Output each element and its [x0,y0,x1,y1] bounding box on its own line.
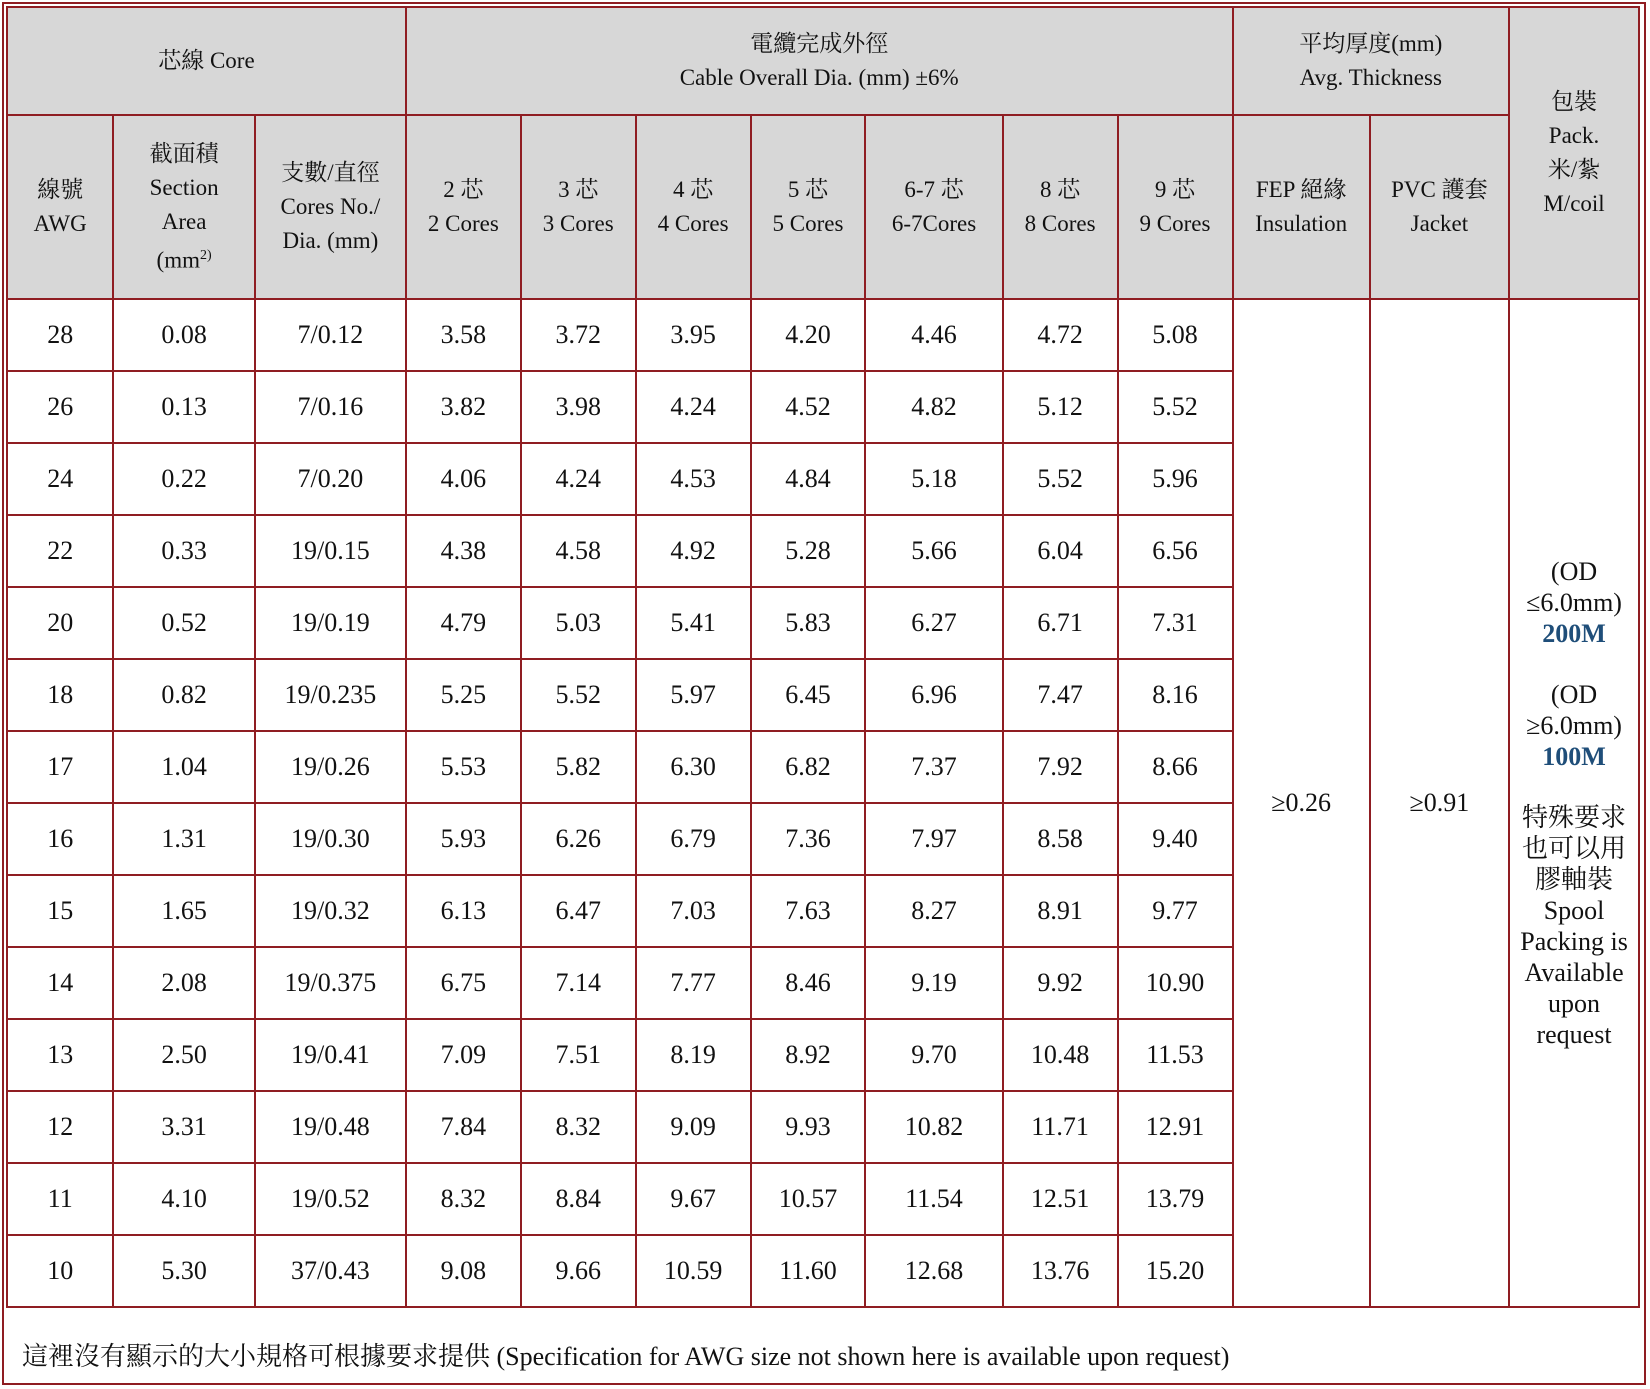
section-area-cell: 0.13 [113,371,254,443]
cores-dia-cell: 37/0.43 [255,1235,406,1307]
od-5-cores-cell: 7.63 [751,875,866,947]
od-9-cores-cell: 5.52 [1118,371,1233,443]
od-2-cores-cell: 9.08 [406,1235,521,1307]
special-request-line: 膠軸裝 [1535,865,1614,894]
core-header-label: 芯線 Core [158,48,255,73]
spacer [1510,772,1638,802]
od-6-7-cores-cell: 11.54 [865,1163,1002,1235]
awg-cell: 12 [7,1091,113,1163]
od-4-cores-cell: 7.77 [636,947,751,1019]
cores-dia-cell: 7/0.20 [255,443,406,515]
od-6-7-cores-cell: 7.37 [865,731,1002,803]
od-9-cores-cell: 7.31 [1118,587,1233,659]
od-8-cores-cell: 12.51 [1003,1163,1118,1235]
od-4-cores-cell: 9.67 [636,1163,751,1235]
pvc-jacket-header [1370,115,1509,299]
core-col-zh: 5 芯 [787,177,829,202]
core-col-header [406,115,521,299]
core-col-en: 2 Cores [427,211,499,236]
od-3-cores-cell: 5.82 [521,731,636,803]
special-request-line: Spool [1543,896,1605,925]
od-5-cores-cell: 4.20 [751,299,866,371]
core-group-header [7,7,406,115]
od-4-cores-cell: 6.30 [636,731,751,803]
od-2-cores-cell: 4.06 [406,443,521,515]
od-8-cores-cell: 11.71 [1003,1091,1118,1163]
section-area-cell: 1.04 [113,731,254,803]
core-col-en: 9 Cores [1139,211,1211,236]
awg-cell: 26 [7,371,113,443]
od-4-cores-cell: 4.92 [636,515,751,587]
od-9-cores-cell: 8.16 [1118,659,1233,731]
section-area-cell: 2.50 [113,1019,254,1091]
od-6-7-cores-cell: 6.96 [865,659,1002,731]
od-3-cores-cell: 9.66 [521,1235,636,1307]
cores-dia-header [255,115,406,299]
special-request-line: 也可以用 [1522,834,1627,863]
section-area-cell: 3.31 [113,1091,254,1163]
od-9-cores-cell: 13.79 [1118,1163,1233,1235]
thickness-header-en: Avg. Thickness [1299,65,1442,90]
od-5-cores-cell: 10.57 [751,1163,866,1235]
od-5-cores-cell: 9.93 [751,1091,866,1163]
table-body [7,299,1639,1307]
od-2-cores-cell: 4.38 [406,515,521,587]
od-6-7-cores-cell: 4.46 [865,299,1002,371]
od-3-cores-cell: 4.24 [521,443,636,515]
awg-cell: 17 [7,731,113,803]
core-col-zh: 3 芯 [558,177,599,202]
od-8-cores-cell: 8.58 [1003,803,1118,875]
overall-diameter-group-header [406,7,1233,115]
od-6-7-cores-cell: 6.27 [865,587,1002,659]
awg-cell: 24 [7,443,113,515]
special-request-line: upon [1548,989,1601,1018]
pack-header-zh: 包裝 [1551,89,1598,114]
cores-dia-cell: 19/0.15 [255,515,406,587]
section-area-cell: 1.65 [113,875,254,947]
od-5-cores-cell: 4.52 [751,371,866,443]
od-9-cores-cell: 10.90 [1118,947,1233,1019]
od-4-cores-cell: 6.79 [636,803,751,875]
od-9-cores-cell: 12.91 [1118,1091,1233,1163]
od-8-cores-cell: 5.52 [1003,443,1118,515]
cores-dia-cell: 19/0.48 [255,1091,406,1163]
core-col-en: 6-7Cores [891,211,977,236]
od-9-cores-cell: 9.40 [1118,803,1233,875]
cores-dia-cell: 19/0.235 [255,659,406,731]
od-3-cores-cell: 6.26 [521,803,636,875]
cores-dia-cell: 19/0.41 [255,1019,406,1091]
cores-dia-cell: 19/0.30 [255,803,406,875]
table-row [7,299,1639,371]
core-col-header [1003,115,1118,299]
od-3-cores-cell: 5.03 [521,587,636,659]
od-9-cores-cell: 15.20 [1118,1235,1233,1307]
pack-header-en: Pack. [1548,123,1600,148]
od-2-cores-cell: 5.25 [406,659,521,731]
od-large-label: (OD [1550,680,1598,709]
od-4-cores-cell: 9.09 [636,1091,751,1163]
special-request-line: Available [1524,958,1624,987]
od-5-cores-cell: 11.60 [751,1235,866,1307]
od-5-cores-cell: 6.45 [751,659,866,731]
od-8-cores-cell: 7.92 [1003,731,1118,803]
awg-cell: 18 [7,659,113,731]
od-2-cores-cell: 5.93 [406,803,521,875]
section-unit-exponent: 2) [200,247,212,263]
od-8-cores-cell: 10.48 [1003,1019,1118,1091]
od-4-cores-cell: 5.97 [636,659,751,731]
od-9-cores-cell: 11.53 [1118,1019,1233,1091]
core-col-zh: 2 芯 [443,177,484,202]
od-6-7-cores-cell: 4.82 [865,371,1002,443]
od-6-7-cores-cell: 12.68 [865,1235,1002,1307]
length-small: 200M [1542,619,1606,648]
core-col-zh: 4 芯 [672,177,714,202]
cores-dia-cell: 19/0.26 [255,731,406,803]
section-header-en-2: Area [161,208,207,234]
od-2-cores-cell: 5.53 [406,731,521,803]
od-2-cores-cell: 6.75 [406,947,521,1019]
section-area-cell: 0.08 [113,299,254,371]
section-unit-base: (mm [156,247,200,273]
od-3-cores-cell: 5.52 [521,659,636,731]
cores-dia-header-en-1: Cores No./ [280,194,381,219]
cable-spec-table [6,6,1640,1308]
od-3-cores-cell: 8.84 [521,1163,636,1235]
od-9-cores-cell: 5.08 [1118,299,1233,371]
core-col-zh: 9 芯 [1154,177,1196,202]
od-8-cores-cell: 8.91 [1003,875,1118,947]
od-8-cores-cell: 7.47 [1003,659,1118,731]
cores-dia-header-zh: 支數/直徑 [281,160,380,185]
cores-dia-header-en-2: Dia. (mm) [282,228,379,253]
core-col-en: 8 Cores [1024,211,1096,236]
od-2-cores-cell: 8.32 [406,1163,521,1235]
od-6-7-cores-cell: 9.70 [865,1019,1002,1091]
od-small-condition: ≤6.0mm) [1526,588,1622,617]
cores-dia-cell: 7/0.16 [255,371,406,443]
awg-cell: 22 [7,515,113,587]
od-2-cores-cell: 7.09 [406,1019,521,1091]
od-8-cores-cell: 6.04 [1003,515,1118,587]
cores-dia-cell: 19/0.19 [255,587,406,659]
section-area-cell: 0.22 [113,443,254,515]
od-6-7-cores-cell: 9.19 [865,947,1002,1019]
od-2-cores-cell: 6.13 [406,875,521,947]
section-header-zh: 截面積 [149,140,219,166]
pack-header-unit-en: M/coil [1543,191,1605,216]
od-4-cores-cell: 8.19 [636,1019,751,1091]
od-4-cores-cell: 4.53 [636,443,751,515]
od-4-cores-cell: 5.41 [636,587,751,659]
od-5-cores-cell: 7.36 [751,803,866,875]
section-area-cell: 0.33 [113,515,254,587]
section-area-cell: 2.08 [113,947,254,1019]
core-col-header [636,115,751,299]
od-4-cores-cell: 4.24 [636,371,751,443]
od-8-cores-cell: 5.12 [1003,371,1118,443]
thickness-group-header [1233,7,1510,115]
core-col-zh: 8 芯 [1039,177,1081,202]
core-col-en: 4 Cores [657,211,729,236]
od-6-7-cores-cell: 10.82 [865,1091,1002,1163]
spacer [1510,649,1638,679]
od-2-cores-cell: 7.84 [406,1091,521,1163]
od-large-condition: ≥6.0mm) [1526,711,1622,740]
od-3-cores-cell: 8.32 [521,1091,636,1163]
od-small-label: (OD [1550,557,1598,586]
packing-info [1509,299,1639,1307]
od-9-cores-cell: 5.96 [1118,443,1233,515]
awg-cell: 16 [7,803,113,875]
section-area-cell: 4.10 [113,1163,254,1235]
od-5-cores-cell: 5.28 [751,515,866,587]
od-6-7-cores-cell: 5.66 [865,515,1002,587]
section-header-unit [114,239,253,278]
awg-cell: 20 [7,587,113,659]
section-area-cell: 0.82 [113,659,254,731]
pack-header [1509,7,1639,299]
od-4-cores-cell: 7.03 [636,875,751,947]
od-9-cores-cell: 6.56 [1118,515,1233,587]
awg-header-zh: 線號 [37,177,84,202]
footnote: 這裡沒有顯示的大小規格可根據要求提供 (Specification for AWG size not shown here is available upon request) [22,1342,1230,1371]
awg-cell: 11 [7,1163,113,1235]
core-col-header [521,115,636,299]
pvc-header-zh: PVC 護套 [1391,177,1488,202]
core-col-header [1118,115,1233,299]
od-3-cores-cell: 3.72 [521,299,636,371]
pack-header-unit-zh: 米/紮 [1547,157,1601,182]
od-3-cores-cell: 4.58 [521,515,636,587]
header-row-1 [7,7,1639,115]
cores-dia-cell: 7/0.12 [255,299,406,371]
header-row-2 [7,115,1639,299]
thickness-header-zh: 平均厚度(mm) [1299,31,1443,56]
pvc-thickness-value: ≥0.91 [1370,299,1509,1307]
od-8-cores-cell: 4.72 [1003,299,1118,371]
od-8-cores-cell: 13.76 [1003,1235,1118,1307]
fep-thickness-value: ≥0.26 [1233,299,1370,1307]
od-2-cores-cell: 3.82 [406,371,521,443]
awg-cell: 14 [7,947,113,1019]
od-3-cores-cell: 7.51 [521,1019,636,1091]
core-col-en: 5 Cores [772,211,844,236]
od-9-cores-cell: 9.77 [1118,875,1233,947]
awg-header [7,115,113,299]
od-5-cores-cell: 4.84 [751,443,866,515]
section-area-header [113,115,254,299]
od-3-cores-cell: 6.47 [521,875,636,947]
awg-cell: 10 [7,1235,113,1307]
section-area-cell: 0.52 [113,587,254,659]
od-6-7-cores-cell: 8.27 [865,875,1002,947]
pvc-header-en: Jacket [1410,211,1469,236]
awg-cell: 13 [7,1019,113,1091]
length-large: 100M [1542,742,1606,771]
od-5-cores-cell: 5.83 [751,587,866,659]
core-col-header [865,115,1002,299]
cores-dia-cell: 19/0.52 [255,1163,406,1235]
od-5-cores-cell: 8.46 [751,947,866,1019]
section-area-cell: 1.31 [113,803,254,875]
od-5-cores-cell: 8.92 [751,1019,866,1091]
od-6-7-cores-cell: 7.97 [865,803,1002,875]
special-request-line: Packing is [1520,927,1628,956]
fep-header-zh: FEP 絕緣 [1255,177,1347,202]
od-4-cores-cell: 3.95 [636,299,751,371]
awg-header-en: AWG [33,211,87,236]
od-5-cores-cell: 6.82 [751,731,866,803]
od-9-cores-cell: 8.66 [1118,731,1233,803]
section-header-en-1: Section [149,174,219,200]
cores-dia-cell: 19/0.32 [255,875,406,947]
od-2-cores-cell: 3.58 [406,299,521,371]
awg-cell: 15 [7,875,113,947]
od-3-cores-cell: 7.14 [521,947,636,1019]
core-col-header [751,115,866,299]
awg-cell: 28 [7,299,113,371]
special-request-line: 特殊要求 [1522,803,1627,832]
cores-dia-cell: 19/0.375 [255,947,406,1019]
od-header-en: Cable Overall Dia. (mm) ±6% [679,65,959,90]
od-6-7-cores-cell: 5.18 [865,443,1002,515]
fep-insulation-header [1233,115,1370,299]
fep-header-en: Insulation [1255,211,1348,236]
core-col-zh: 6-7 芯 [904,177,964,202]
core-col-en: 3 Cores [542,211,614,236]
od-3-cores-cell: 3.98 [521,371,636,443]
od-2-cores-cell: 4.79 [406,587,521,659]
od-4-cores-cell: 10.59 [636,1235,751,1307]
section-area-cell: 5.30 [113,1235,254,1307]
special-request-line: request [1536,1020,1612,1049]
od-8-cores-cell: 6.71 [1003,587,1118,659]
od-header-zh: 電纜完成外徑 [750,31,889,56]
od-8-cores-cell: 9.92 [1003,947,1118,1019]
